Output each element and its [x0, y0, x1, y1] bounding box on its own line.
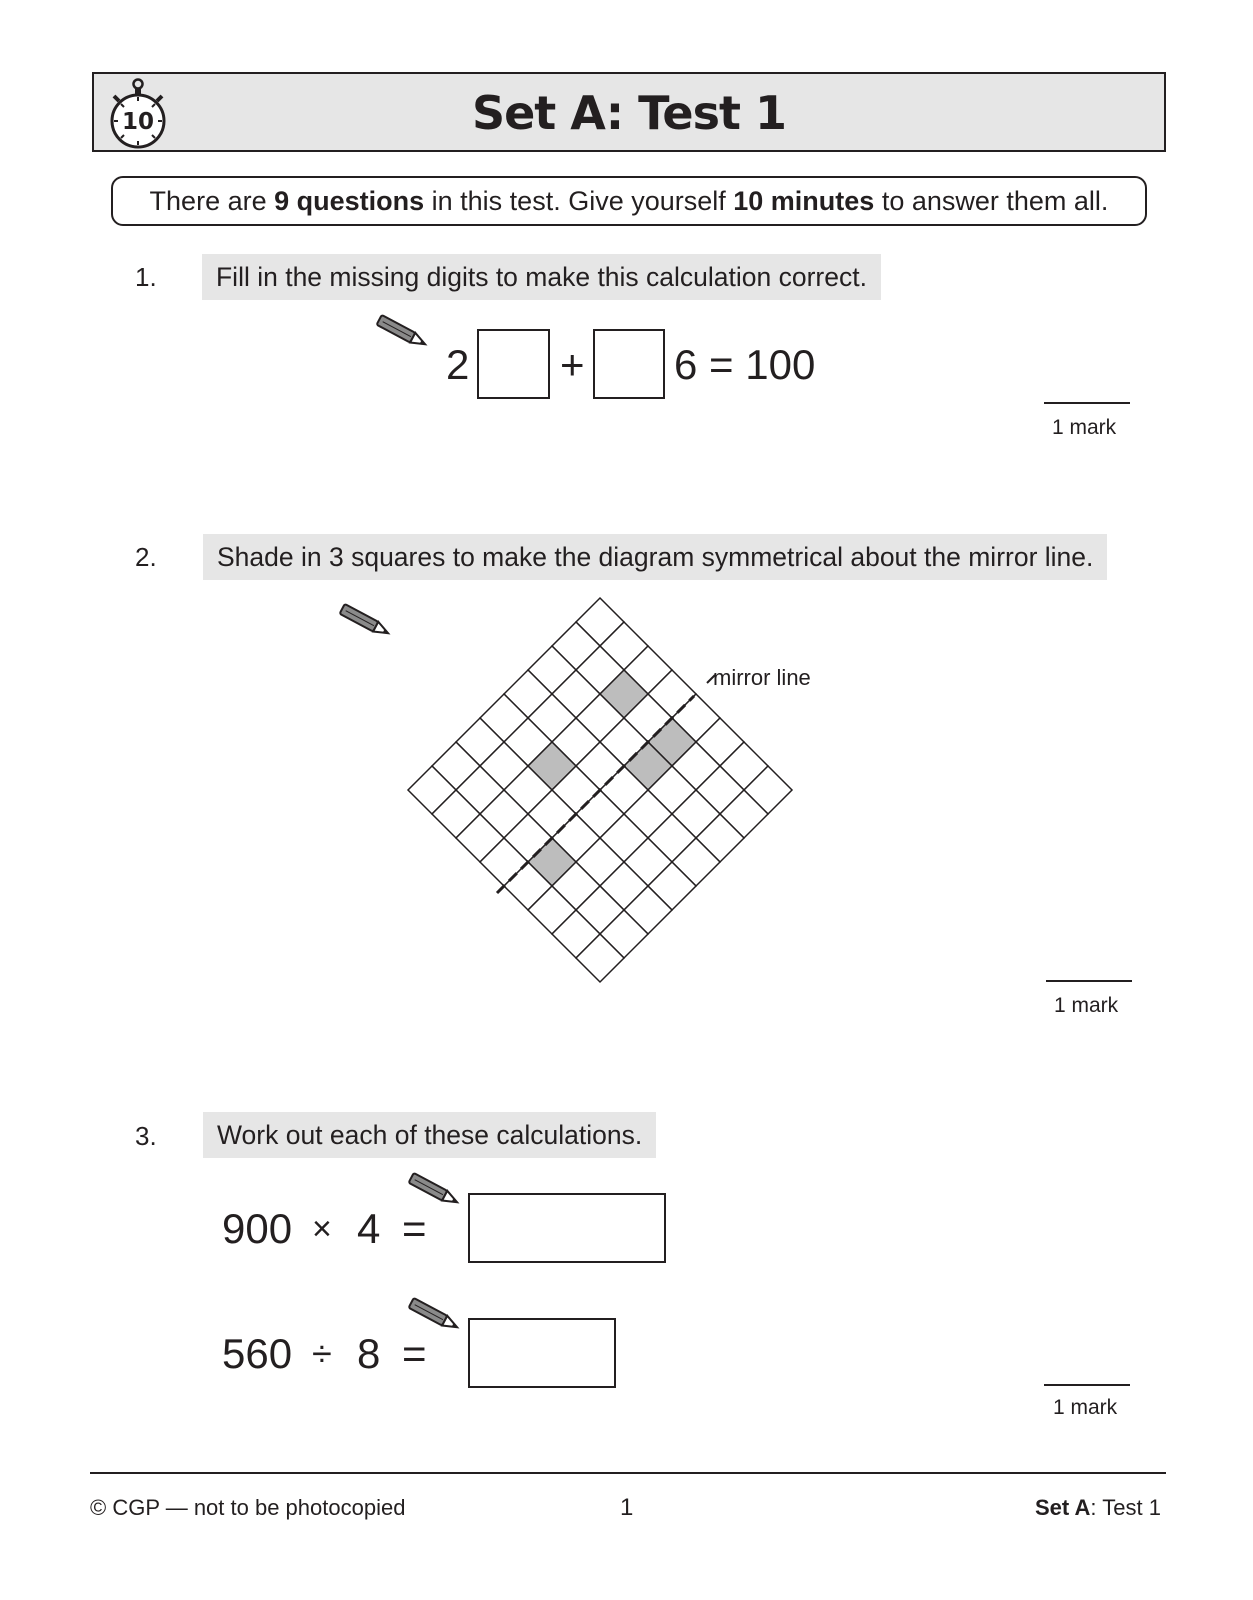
mark-label: 1 mark — [1053, 1396, 1118, 1419]
calc-digit: 2 — [446, 341, 470, 388]
mark-label: 1 mark — [1052, 416, 1117, 439]
mark-line — [1044, 1384, 1130, 1386]
calc-result: 6 = 100 — [674, 341, 816, 388]
plus-sign: + — [560, 341, 585, 388]
pencil-icon — [402, 1297, 464, 1333]
time-allowed: 10 minutes — [733, 186, 875, 216]
footer-test-name — [1035, 1495, 1161, 1521]
page-title: Set A: Test 1 — [471, 86, 787, 140]
stopwatch-minutes: 10 — [121, 109, 154, 135]
answer-box[interactable] — [468, 1318, 616, 1388]
multiply-sign: × — [312, 1210, 332, 1248]
footer-test: : Test 1 — [1090, 1495, 1161, 1520]
instructions-text: to answer them all. — [874, 186, 1109, 216]
footer-set: Set A — [1035, 1495, 1091, 1520]
footer-divider — [90, 1472, 1166, 1474]
question-text: Fill in the missing digits to make this calculation correct. — [202, 254, 881, 300]
question-number: 3. — [135, 1121, 157, 1151]
pencil-icon — [333, 603, 395, 639]
calc-operand: 900 — [222, 1205, 293, 1252]
mark-line — [1044, 402, 1130, 404]
question-text: Work out each of these calculations. — [203, 1112, 656, 1158]
instructions-box — [111, 176, 1147, 226]
instructions-text: There are — [149, 186, 275, 216]
instructions-text: in this test. Give yourself — [424, 186, 734, 216]
calc-operand: 560 — [222, 1330, 293, 1377]
mark-line — [1046, 980, 1132, 982]
divide-sign: ÷ — [312, 1333, 332, 1374]
question-number: 1. — [135, 262, 157, 292]
calc-operand: 4 — [357, 1205, 381, 1252]
pencil-icon — [402, 1172, 464, 1208]
symmetry-grid — [400, 590, 800, 990]
missing-digit-box[interactable] — [477, 329, 550, 399]
question-number: 2. — [135, 542, 157, 572]
missing-digit-box[interactable] — [593, 329, 665, 399]
calc-operand: 8 — [357, 1330, 381, 1377]
pencil-icon — [370, 314, 432, 350]
answer-box[interactable] — [468, 1193, 666, 1263]
equals-sign: = — [402, 1205, 427, 1252]
mirror-line-label: mirror line — [713, 665, 811, 690]
page-number: 1 — [620, 1494, 634, 1521]
question-count: 9 questions — [274, 186, 425, 216]
equals-sign: = — [402, 1330, 427, 1377]
mark-label: 1 mark — [1054, 994, 1119, 1017]
question-text: Shade in 3 squares to make the diagram symmetrical about the mirror line. — [203, 534, 1107, 580]
footer-copyright: © CGP — not to be photocopied — [90, 1495, 406, 1520]
header-banner — [92, 72, 1166, 152]
